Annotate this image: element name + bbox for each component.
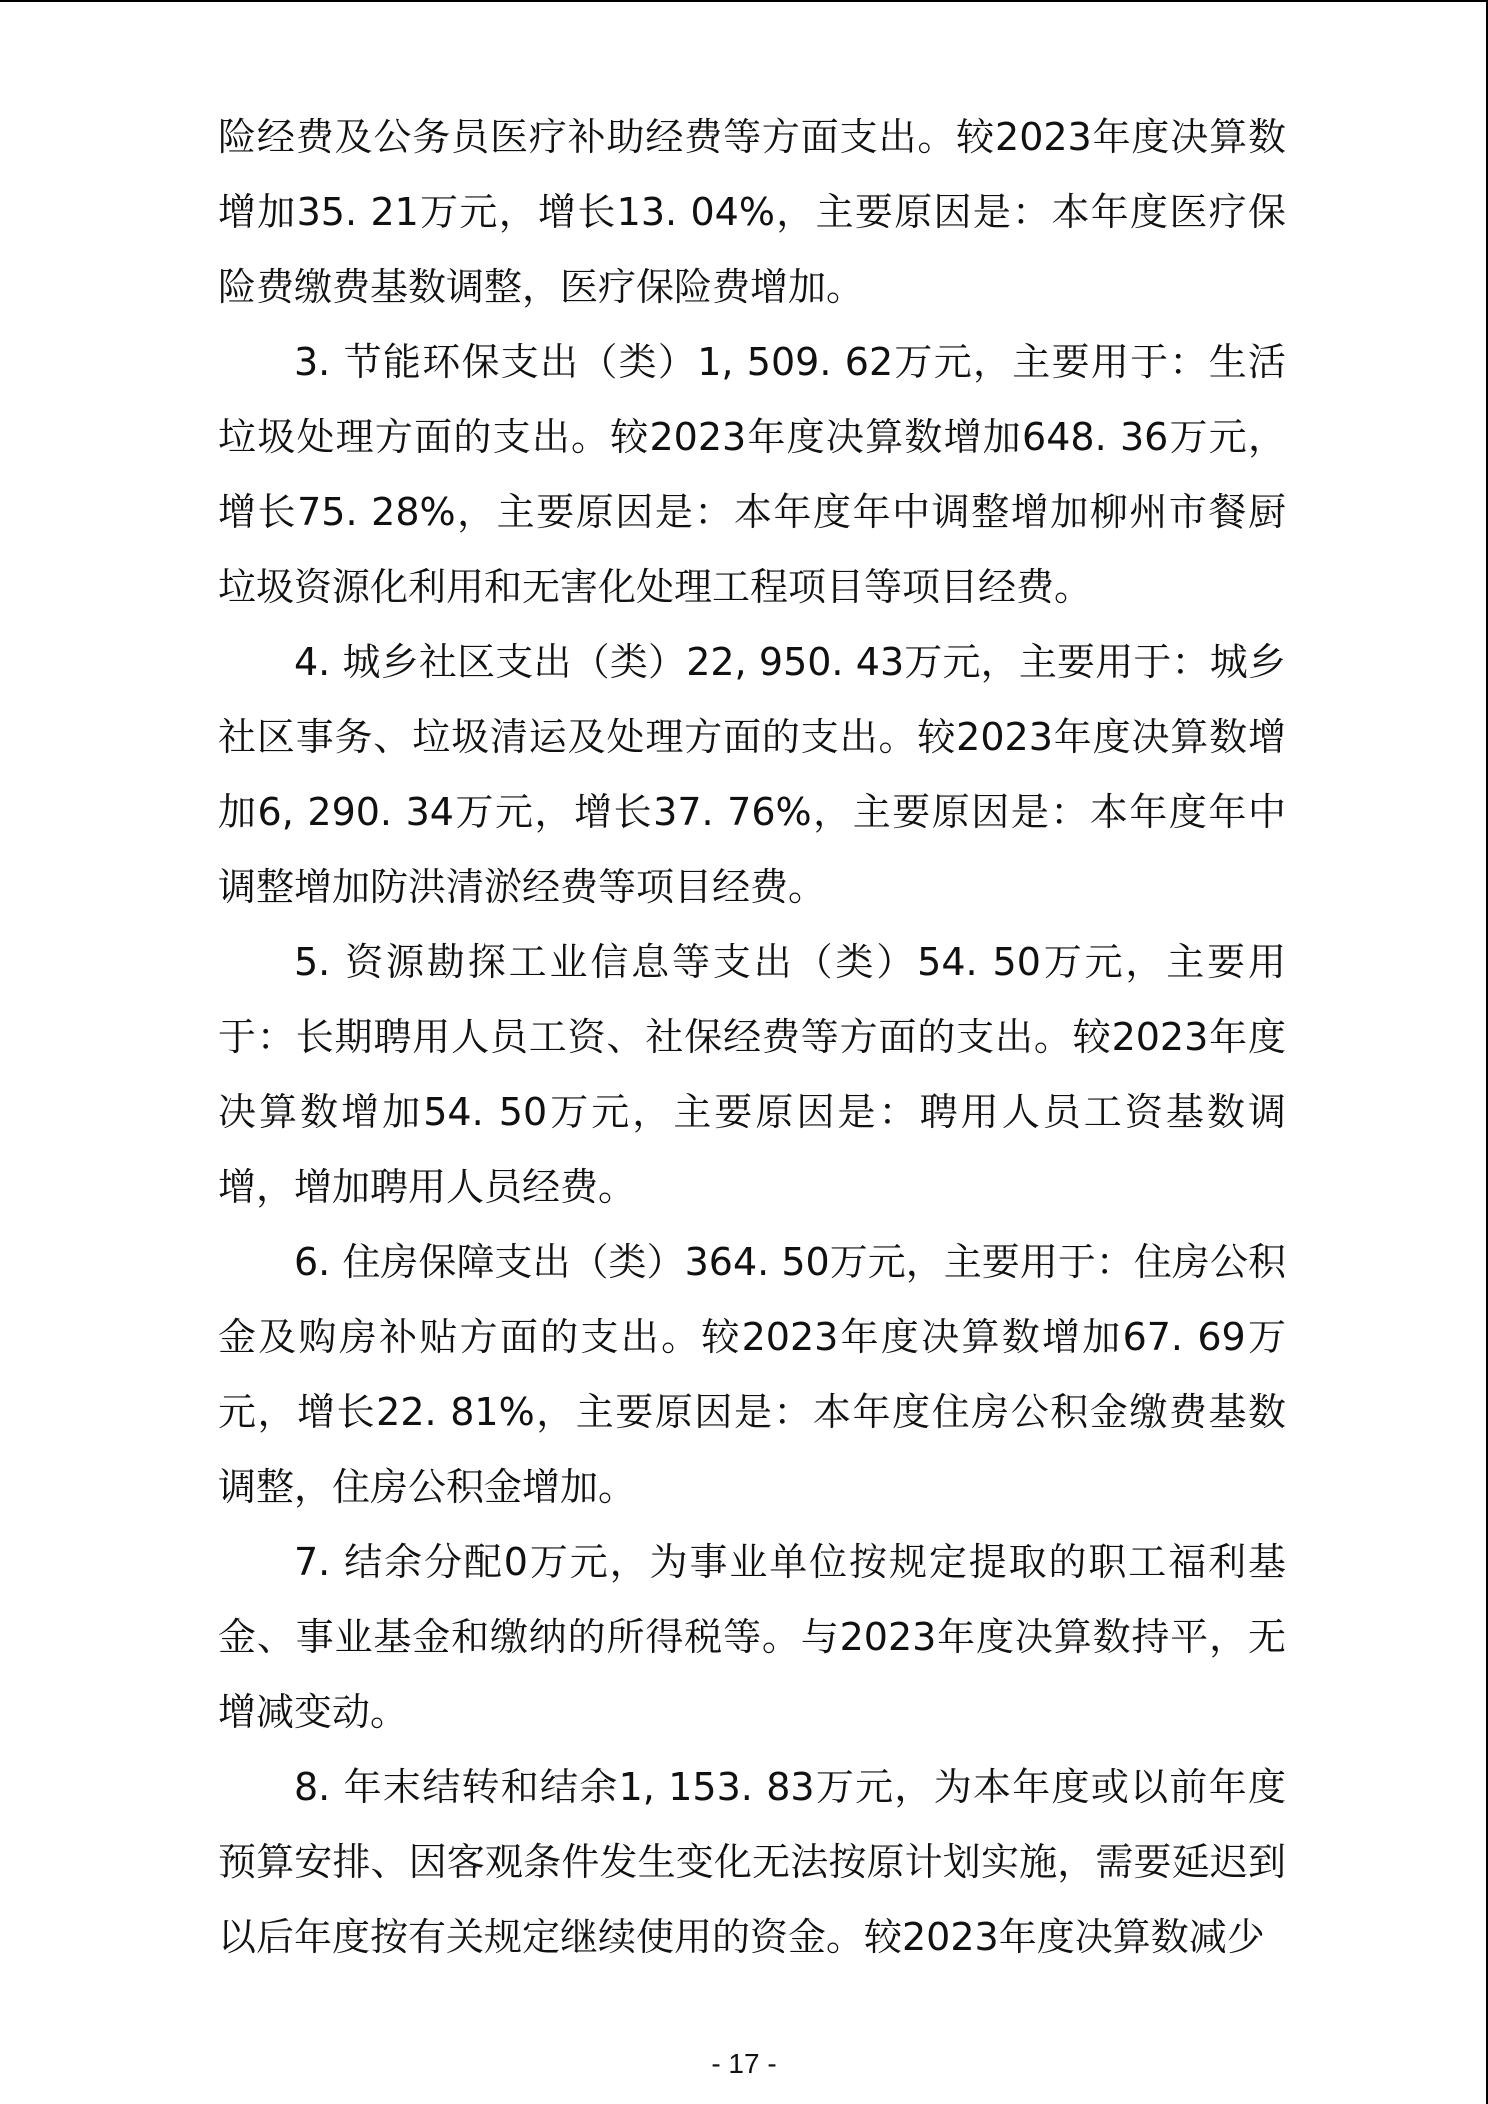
paragraph-item-7-surplus-distribution: 7. 结余分配0万元，为事业单位按规定提取的职工福利基金、事业基金和缴纳的所得税等。与2023年度决算数持平，无增减变动。 [218,1540,1286,1734]
paragraph-item-5-resource-industry: 5. 资源勘探工业信息等支出（类）54. 50万元，主要用于：长期聘用人员工资、社保经费等方面的支出。较2023年度决算数增加54. 50万元，主要原因是：聘用人员工资基数调增，增加聘用人员经费。 [218,940,1286,1209]
paragraph-item-8-year-end-carryover: 8. 年末结转和结余1, 153. 83万元，为本年度或以前年度预算安排、因客观条件发生变化无法按原计划实施，需要延迟到以后年度按有关规定继续使用的资金。较2023年度决算数减少 [218,1765,1286,1959]
paragraph-item-6-housing: 6. 住房保障支出（类）364. 50万元，主要用于：住房公积金及购房补贴方面的支出。较2023年度决算数增加67. 69万元，增长22. 81%，主要原因是：本年度住房公积金缴费基数调整，住房公积金增加。 [218,1240,1286,1509]
paragraph-item-4-urban-rural: 4. 城乡社区支出（类）22, 950. 43万元，主要用于：城乡社区事务、垃圾清运及处理方面的支出。较2023年度决算数增加6, 290. 34万元，增长37. 76%，主要原因是：本年度年中调整增加防洪清淤经费等项目经费。 [218,640,1286,909]
paragraph-medical-continued: 险经费及公务员医疗补助经费等方面支出。较2023年度决算数增加35. 21万元，增长13. 04%，主要原因是：本年度医疗保险费缴费基数调整，医疗保险费增加。 [218,115,1286,309]
document-body [218,100,1286,1975]
paragraph-item-3-energy-environment: 3. 节能环保支出（类）1, 509. 62万元，主要用于：生活垃圾处理方面的支出。较2023年度决算数增加648. 36万元，增长75. 28%，主要原因是：本年度年中调整增加柳州市餐厨垃圾资源化利用和无害化处理工程项目等项目经费。 [218,340,1286,609]
page-number: - 17 - [711,2048,777,2079]
